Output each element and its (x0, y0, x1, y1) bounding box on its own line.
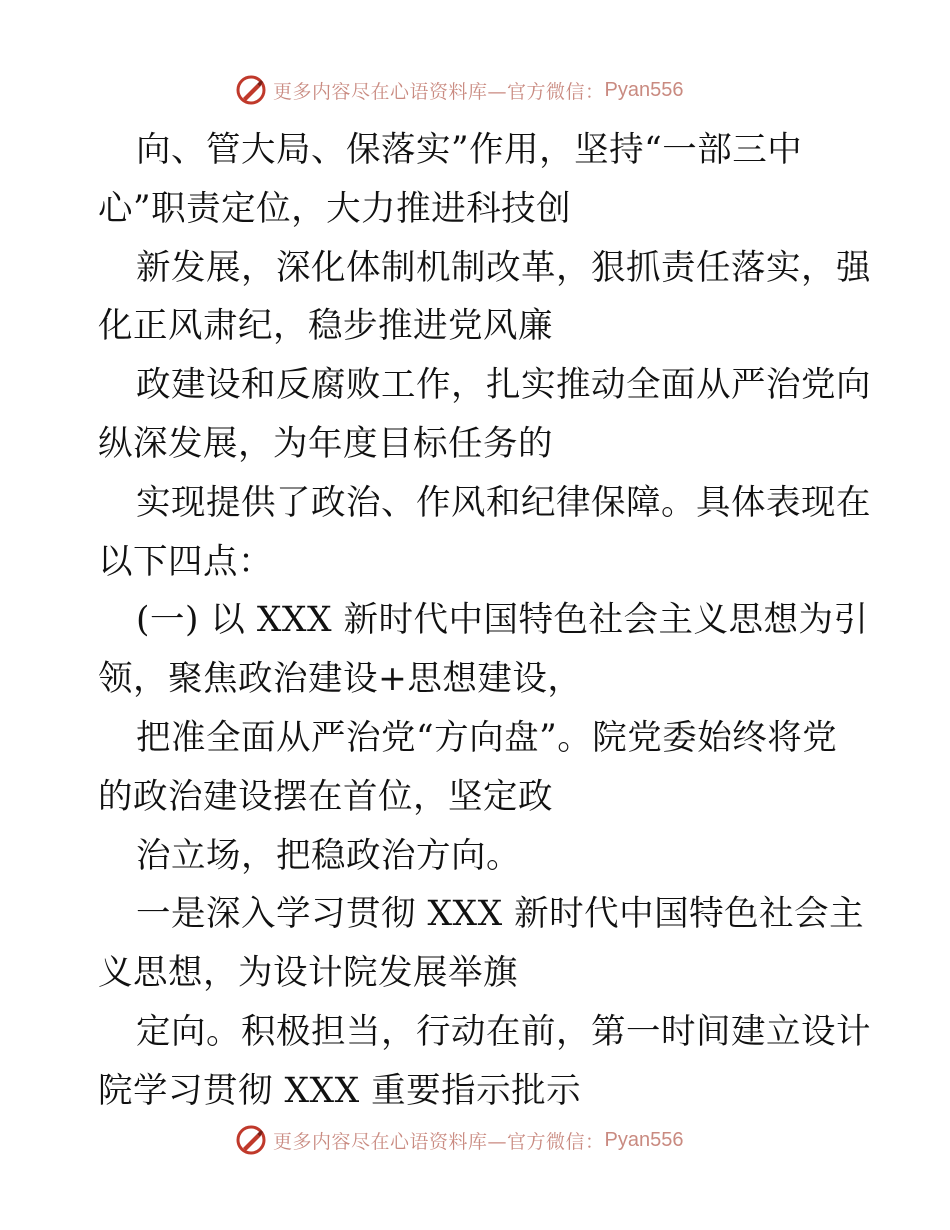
body-text-line: 心”职责定位，大力推进科技创 (98, 188, 572, 229)
watermark-text: 更多内容尽在心语资料库—官方微信： (273, 80, 605, 103)
body-text-line: 以下四点： (98, 541, 273, 582)
header-watermark (235, 73, 683, 107)
body-text-line: 治立场，把稳政治方向。 (136, 835, 521, 876)
body-text-line: 的政治建设摆在首位，坚定政 (98, 776, 553, 817)
body-text-line: 向、管大局、保落实”作用，坚持“一部三中 (136, 130, 803, 170)
watermark-text: 更多内容尽在心语资料库—官方微信： (273, 1130, 605, 1153)
pen-logo-icon (235, 1124, 267, 1156)
document-body (98, 121, 871, 1121)
body-text-line: 领，聚焦政治建设+思想建设， (98, 659, 583, 700)
body-text-line: (一) 以 XXX 新时代中国特色社会主义思想为引 (136, 600, 869, 641)
body-text-line: 纵深发展，为年度目标任务的 (98, 423, 553, 464)
watermark-wechat-id: Pyan556 (604, 1128, 684, 1151)
watermark-wechat-id: Pyan556 (604, 78, 684, 101)
body-text-line: 把准全面从严治党“方向盘”。院党委始终将党 (136, 717, 838, 758)
body-text-line: 化正风肃纪，稳步推进党风廉 (98, 306, 553, 347)
body-text-line: 新发展，深化体制机制改革，狠抓责任落实，强 (136, 247, 871, 288)
body-text-line: 定向。积极担当，行动在前，第一时间建立设计 (136, 1011, 871, 1052)
body-text-line: 政建设和反腐败工作，扎实推动全面从严治党向 (136, 365, 871, 406)
body-text-line: 院学习贯彻 XXX 重要指示批示 (98, 1070, 582, 1111)
body-text-line: 实现提供了政治、作风和纪律保障。具体表现在 (136, 482, 871, 523)
body-text-line: 义思想，为设计院发展举旗 (98, 953, 518, 994)
pen-logo-icon (235, 74, 267, 106)
footer-watermark (235, 1123, 683, 1157)
body-text-line: 一是深入学习贯彻 XXX 新时代中国特色社会主 (136, 894, 865, 935)
